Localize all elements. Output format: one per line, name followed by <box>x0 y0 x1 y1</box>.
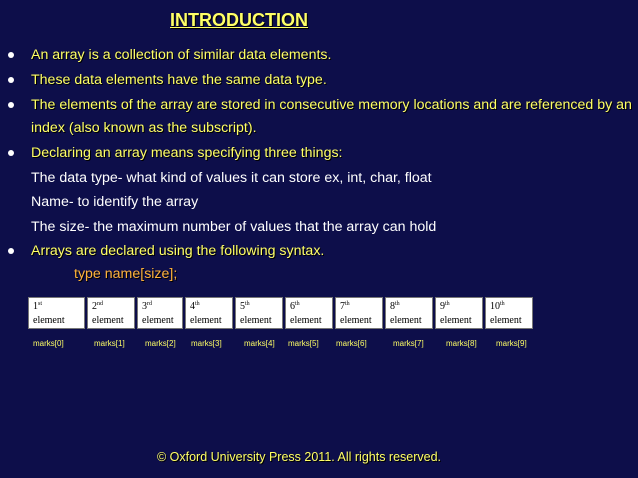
array-index-label: marks[2] <box>145 339 176 348</box>
syntax-example: type name[size]; <box>74 266 178 282</box>
bullet-icon <box>8 52 14 58</box>
array-index-label: marks[5] <box>288 339 319 348</box>
bullet-same-type: These data elements have the same data type. <box>31 72 327 88</box>
array-index-label: marks[7] <box>393 339 424 348</box>
subline-data-type: The data type- what kind of values it can store ex, int, char, float <box>31 170 432 186</box>
array-element-cell: 9th element <box>435 297 483 329</box>
bullet-syntax-intro: Arrays are declared using the following syntax. <box>31 243 325 259</box>
copyright-footer: © Oxford University Press 2011. All rights reserved. <box>156 450 442 464</box>
array-element-cell: 4th element <box>185 297 233 329</box>
slide-title: INTRODUCTION <box>170 10 308 30</box>
array-element-cell: 8th element <box>385 297 433 329</box>
bullet-consecutive-memory-line1: The elements of the array are stored in consecutive memory locations and are referenced by an <box>31 97 632 113</box>
bullet-consecutive-memory-line2: index (also known as the subscript). <box>31 120 257 136</box>
subline-name: Name- to identify the array <box>31 194 199 210</box>
array-index-label: marks[9] <box>496 339 527 348</box>
bullet-icon <box>8 150 14 156</box>
array-index-label: marks[8] <box>446 339 477 348</box>
array-element-cell: 2nd element <box>87 297 135 329</box>
array-index-label: marks[4] <box>244 339 275 348</box>
array-element-cell: 6th element <box>285 297 333 329</box>
array-index-label: marks[6] <box>336 339 367 348</box>
array-element-cell: 1st element <box>28 297 85 329</box>
bullet-array-definition: An array is a collection of similar data elements. <box>31 47 332 63</box>
bullet-icon <box>8 102 14 108</box>
array-index-label: marks[0] <box>33 339 64 348</box>
array-index-label: marks[3] <box>191 339 222 348</box>
array-element-cell: 10th element <box>485 297 533 329</box>
bullet-icon <box>8 77 14 83</box>
bullet-icon <box>8 248 14 254</box>
array-element-cell: 3rd element <box>137 297 183 329</box>
bullet-declaring-array: Declaring an array means specifying three things: <box>31 145 343 161</box>
array-element-cell: 5th element <box>235 297 283 329</box>
subline-size: The size- the maximum number of values that the array can hold <box>31 219 437 235</box>
array-element-cell: 7th element <box>335 297 383 329</box>
array-index-label: marks[1] <box>94 339 125 348</box>
array-elements-row <box>28 297 533 329</box>
